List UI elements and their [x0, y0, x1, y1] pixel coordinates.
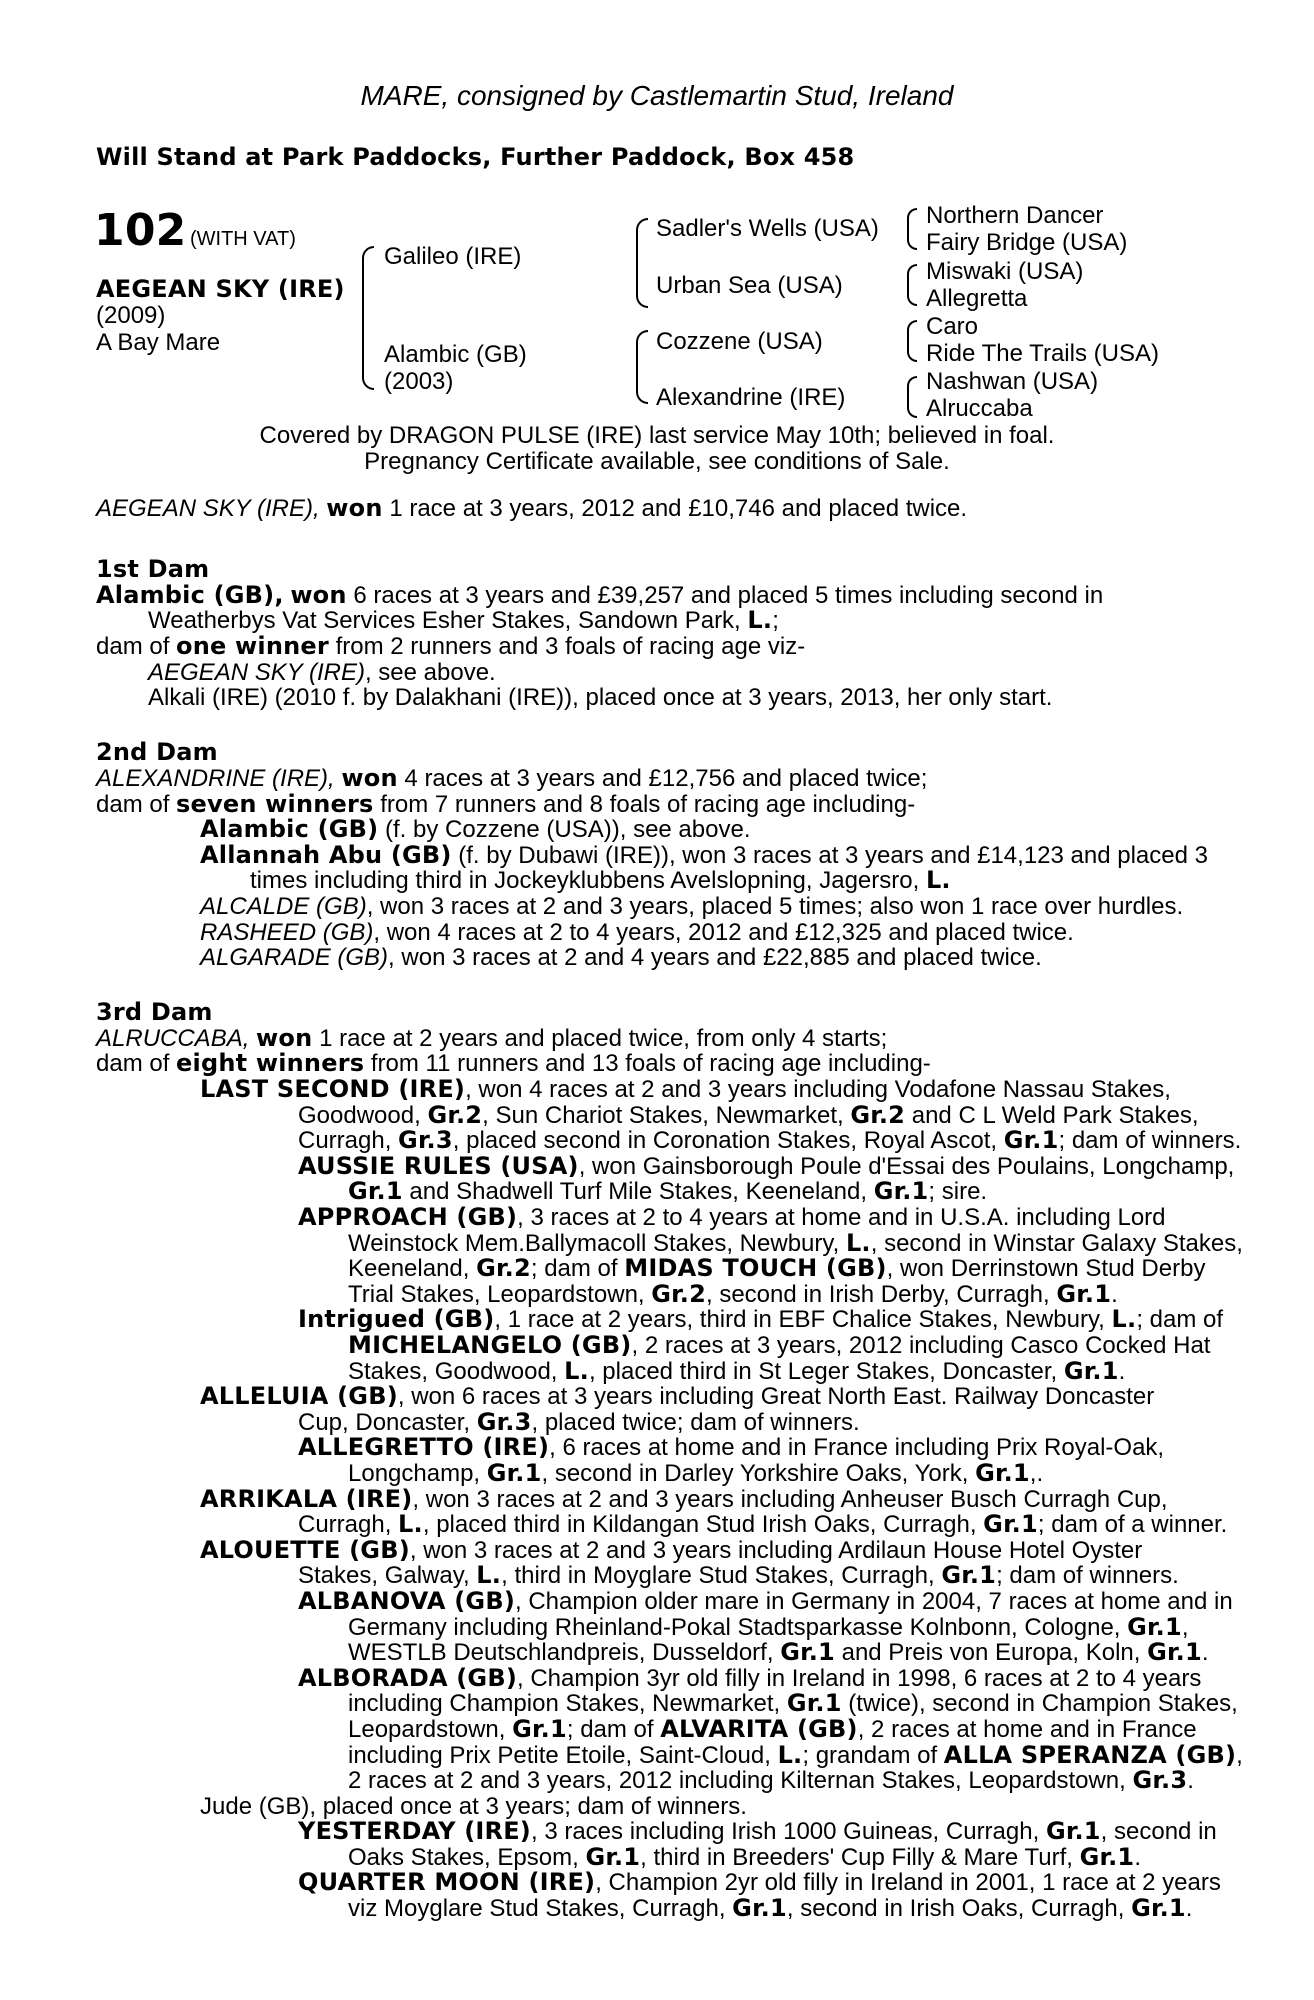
third-dam-line: QUARTER MOON (IRE), Champion 2yr old filly in Ireland in 2001, 1 race at 2 years [298, 1868, 1221, 1897]
first-dam-line: Weatherbys Vat Services Esher Stakes, Sandown Park, L.; [148, 606, 779, 635]
third-dam-line: ALOUETTE (GB), won 3 races at 2 and 3 years including Ardilaun House Hotel Oyster [200, 1535, 1143, 1564]
third-dam-line: ALRUCCABA, won 1 race at 2 years and placed twice, from only 4 starts; [96, 1023, 888, 1052]
second-dam-line: dam of seven winners from 7 runners and 8 foals of racing age including- [96, 789, 916, 818]
third-dam-line: MICHELANGELO (GB), 2 races at 3 years, 2012 including Casco Cocked Hat [348, 1331, 1211, 1359]
pedigree-sire-dam: Urban Sea (USA) [656, 272, 843, 299]
first-dam-line: AEGEAN SKY (IRE), see above. [148, 658, 496, 686]
horse-year: (2009) [96, 302, 166, 329]
pedigree-dam: Alambic (GB) [384, 341, 527, 368]
first-dam-heading: 1st Dam [96, 555, 210, 584]
second-dam-line: times including third in Jockeyklubbens Avelslopning, Jagersro, L. [250, 866, 951, 895]
covered-note: Covered by DRAGON PULSE (IRE) last service May 10th; believed in foal. [259, 422, 1055, 449]
third-dam-line: Longchamp, Gr.1, second in Darley Yorkshire Oaks, York, Gr.1,. [348, 1458, 1044, 1487]
third-dam-line: Weinstock Mem.Ballymacoll Stakes, Newbury, L., second in Winstar Galaxy Stakes, [348, 1228, 1243, 1257]
pedigree-ssd: Fairy Bridge (USA) [926, 229, 1128, 256]
third-dam-line: including Champion Stakes, Newmarket, Gr.1 (twice), second in Champion Stakes, [348, 1689, 1238, 1718]
pedigree-brace-2b [636, 330, 648, 404]
second-dam-line: Alambic (GB) (f. by Cozzene (USA)), see above. [200, 815, 751, 844]
pedigree-dss: Caro [926, 313, 979, 340]
third-dam-line: Leopardstown, Gr.1; dam of ALVARITA (GB), 2 races at home and in France [348, 1714, 1197, 1743]
third-dam-line: Gr.1 and Shadwell Turf Mile Stakes, Keeneland, Gr.1; sire. [348, 1177, 988, 1206]
pedigree-sds: Miswaki (USA) [926, 258, 1084, 285]
pedigree-dam-year: (2003) [384, 368, 454, 395]
third-dam-line: ALBORADA (GB), Champion 3yr old filly in Ireland in 1998, 6 races at 2 to 4 years [298, 1663, 1202, 1692]
third-dam-line: Germany including Rheinland-Pokal Stadtsparkasse Kolnbonn, Cologne, Gr.1, [348, 1612, 1189, 1641]
third-dam-line: Intrigued (GB), 1 race at 2 years, third in EBF Chalice Stakes, Newbury, L.; dam of [298, 1305, 1224, 1334]
third-dam-line: Stakes, Goodwood, L., placed third in St Leger Stakes, Doncaster, Gr.1. [348, 1356, 1126, 1385]
vat-note: (WITH VAT) [190, 228, 296, 250]
lot-number: 102 [94, 205, 187, 256]
intro-line: AEGEAN SKY (IRE), won 1 race at 3 years, 2012 and £10,746 and placed twice. [96, 494, 968, 522]
pedigree-sdd: Allegretta [926, 285, 1028, 312]
third-dam-line: Trial Stakes, Leopardstown, Gr.2, second in Irish Derby, Curragh, Gr.1. [348, 1279, 1118, 1308]
first-dam-line: Alambic (GB), won 6 races at 3 years and £39,257 and placed 5 times including second in [96, 580, 1104, 609]
third-dam-line: ALLEGRETTO (IRE), 6 races at home and in France including Prix Royal-Oak, [298, 1433, 1165, 1462]
third-dam-line: dam of eight winners from 11 runners and 13 foals of racing age including- [96, 1049, 931, 1078]
horse-name: AEGEAN SKY (IRE) [96, 275, 345, 303]
pedigree-sss: Northern Dancer [926, 202, 1104, 229]
pedigree-dam-sire: Cozzene (USA) [656, 328, 823, 355]
third-dam-line: Curragh, Gr.3, placed second in Coronation Stakes, Royal Ascot, Gr.1; dam of winners. [298, 1126, 1242, 1155]
stand-location: Will Stand at Park Paddocks, Further Paddock, Box 458 [96, 143, 855, 171]
third-dam-line: WESTLB Deutschlandpreis, Dusseldorf, Gr.1 and Preis von Europa, Koln, Gr.1. [348, 1638, 1209, 1667]
horse-description: A Bay Mare [96, 329, 221, 356]
pedigree-dds: Nashwan (USA) [926, 368, 1099, 395]
third-dam-line: Cup, Doncaster, Gr.3, placed twice; dam of winners. [298, 1407, 860, 1436]
third-dam-line: APPROACH (GB), 3 races at 2 to 4 years at home and in U.S.A. including Lord [298, 1203, 1166, 1232]
pedigree-dsd: Ride The Trails (USA) [926, 340, 1159, 367]
third-dam-line: viz Moyglare Stud Stakes, Curragh, Gr.1, second in Irish Oaks, Curragh, Gr.1. [348, 1894, 1193, 1923]
third-dam-line: ALBANOVA (GB), Champion older mare in Germany in 2004, 7 races at home and in [298, 1586, 1233, 1615]
third-dam-line: ALLELUIA (GB), won 6 races at 3 years including Great North East. Railway Doncaster [200, 1382, 1155, 1411]
second-dam-line: RASHEED (GB), won 4 races at 2 to 4 years, 2012 and £12,325 and placed twice. [200, 918, 1074, 946]
third-dam-line: Stakes, Galway, L., third in Moyglare Stud Stakes, Curragh, Gr.1; dam of winners. [298, 1561, 1179, 1590]
second-dam-line: ALGARADE (GB), won 3 races at 2 and 4 years and £22,885 and placed twice. [200, 944, 1042, 972]
second-dam-line: Allannah Abu (GB) (f. by Dubawi (IRE)), won 3 races at 3 years and £14,123 and placed 3 [200, 840, 1208, 869]
first-dam-line: Alkali (IRE) (2010 f. by Dalakhani (IRE)), placed once at 3 years, 2013, her only start. [148, 684, 1053, 712]
pedigree-sire: Galileo (IRE) [384, 243, 522, 270]
pregnancy-note: Pregnancy Certificate available, see conditions of Sale. [364, 448, 950, 475]
pedigree-brace-3a [907, 208, 917, 250]
pedigree-notes [96, 494, 1243, 1923]
third-dam-line: Curragh, L., placed third in Kildangan Stud Irish Oaks, Curragh, Gr.1; dam of a winner. [298, 1510, 1228, 1539]
third-dam-line: AUSSIE RULES (USA), won Gainsborough Poule d'Essai des Poulains, Longchamp, [298, 1151, 1235, 1180]
pedigree-dam-dam: Alexandrine (IRE) [656, 384, 846, 411]
second-dam-line: ALCALDE (GB), won 3 races at 2 and 3 years, placed 5 times; also won 1 race over hurdles. [200, 892, 1184, 920]
third-dam-line: Keeneland, Gr.2; dam of MIDAS TOUCH (GB), won Derrinstown Stud Derby [348, 1254, 1206, 1283]
pedigree-brace-3d [907, 376, 917, 418]
pedigree-sire-sire: Sadler's Wells (USA) [656, 215, 879, 242]
second-dam-heading: 2nd Dam [96, 738, 218, 767]
third-dam-line: LAST SECOND (IRE), won 4 races at 2 and 3 years including Vodafone Nassau Stakes, [200, 1075, 1171, 1104]
first-dam-line: dam of one winner from 2 runners and 3 foals of racing age viz- [96, 631, 806, 660]
page-title: MARE, consigned by Castlemartin Stud, Ireland [360, 80, 954, 111]
third-dam-line: 2 races at 2 and 3 years, 2012 including Kilternan Stakes, Leopardstown, Gr.3. [348, 1766, 1194, 1795]
pedigree-brace-1 [362, 246, 374, 390]
third-dam-line: including Prix Petite Etoile, Saint-Cloud, L.; grandam of ALLA SPERANZA (GB), [348, 1740, 1243, 1769]
third-dam-line: Oaks Stakes, Epsom, Gr.1, third in Breeders' Cup Filly & Mare Turf, Gr.1. [348, 1842, 1141, 1871]
pedigree-brace-2a [636, 218, 648, 308]
pedigree-brace-3c [907, 320, 917, 362]
pedigree-brace-3b [907, 264, 917, 306]
third-dam-line: YESTERDAY (IRE), 3 races including Irish 1000 Guineas, Curragh, Gr.1, second in [298, 1817, 1217, 1846]
third-dam-heading: 3rd Dam [96, 998, 213, 1027]
third-dam-line: Goodwood, Gr.2, Sun Chariot Stakes, Newmarket, Gr.2 and C L Weld Park Stakes, [298, 1100, 1199, 1129]
third-dam-line: ARRIKALA (IRE), won 3 races at 2 and 3 years including Anheuser Busch Curragh Cup, [200, 1484, 1168, 1513]
pedigree-ddd: Alruccaba [926, 395, 1033, 422]
third-dam-line: Jude (GB), placed once at 3 years; dam of winners. [200, 1792, 747, 1820]
second-dam-line: ALEXANDRINE (IRE), won 4 races at 3 years and £12,756 and placed twice; [96, 763, 928, 792]
